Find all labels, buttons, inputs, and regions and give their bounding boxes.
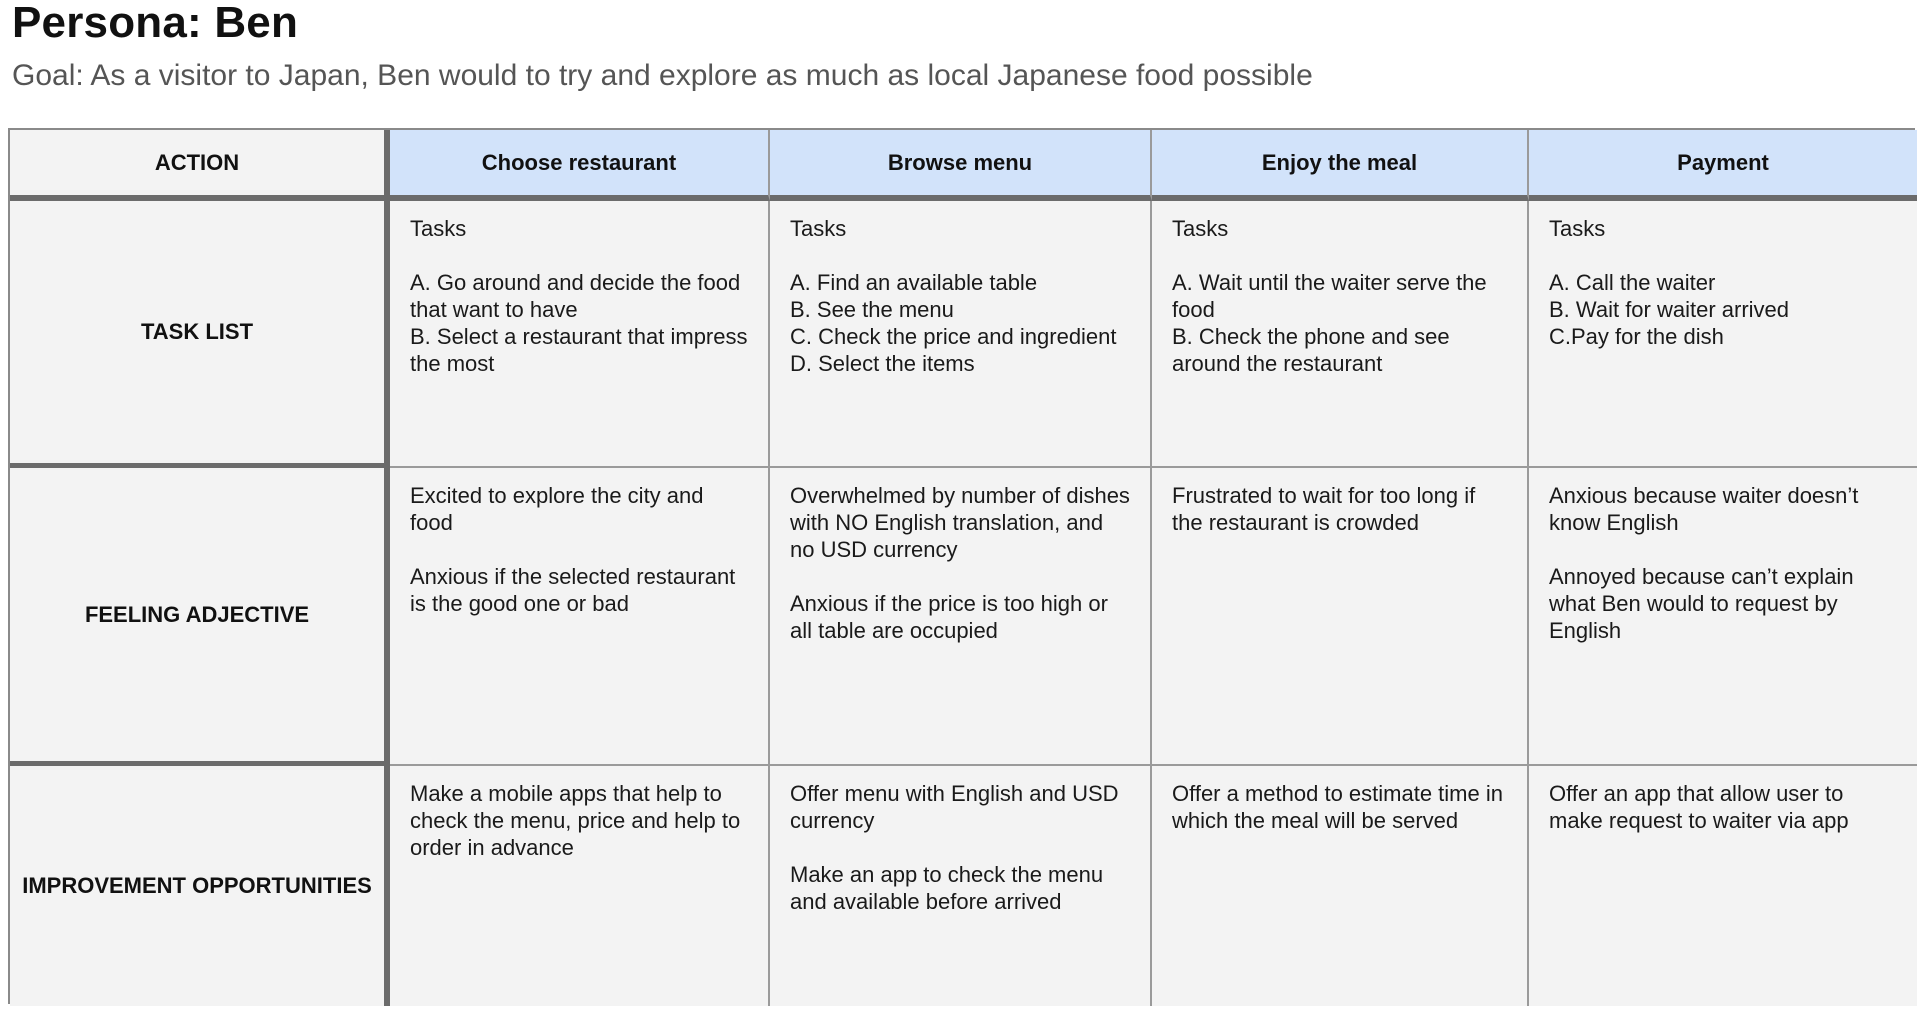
row-label-text: IMPROVEMENT OPPORTUNITIES bbox=[22, 873, 372, 898]
feeling-text: Overwhelmed by number of dishes with NO English translation, and no USD currency bbox=[790, 483, 1130, 562]
improvement-text: Offer an app that allow user to make request to waiter via app bbox=[1549, 781, 1849, 833]
task-item: A. Call the waiter bbox=[1549, 270, 1716, 295]
tasks-heading: Tasks bbox=[790, 216, 847, 241]
stage-header-payment bbox=[1529, 130, 1917, 201]
improvement-cell-enjoy-meal bbox=[1152, 766, 1529, 1006]
task-list-cell-choose-restaurant bbox=[390, 201, 770, 468]
tasks-heading: Tasks bbox=[1549, 216, 1606, 241]
feeling-text: Frustrated to wait for too long if the restaurant is crowded bbox=[1172, 483, 1476, 535]
feeling-cell-choose-restaurant bbox=[390, 468, 770, 766]
tasks-heading: Tasks bbox=[1172, 216, 1229, 241]
feeling-text: Excited to explore the city and food bbox=[410, 483, 704, 535]
task-item: C. Check the price and ingredient bbox=[790, 324, 1117, 349]
action-header-label: ACTION bbox=[154, 149, 240, 175]
feeling-cell-enjoy-meal bbox=[1152, 468, 1529, 766]
task-item: B. See the menu bbox=[790, 297, 954, 322]
task-item: A. Find an available table bbox=[790, 270, 1038, 295]
stage-header-choose-restaurant bbox=[390, 130, 770, 201]
journey-map-table bbox=[8, 128, 1915, 1004]
task-list-cell-payment bbox=[1529, 201, 1917, 468]
stage-label: Browse menu bbox=[887, 149, 1033, 175]
stage-header-browse-menu bbox=[770, 130, 1152, 201]
improvement-cell-browse-menu bbox=[770, 766, 1152, 1006]
task-item: B. Select a restaurant that impress the most bbox=[410, 324, 748, 376]
improvement-cell-payment bbox=[1529, 766, 1917, 1006]
improvement-text: Make a mobile apps that help to check the menu, price and help to order in advance bbox=[410, 781, 741, 860]
feeling-text: Annoyed because can’t explain what Ben would to request by English bbox=[1549, 564, 1854, 643]
feeling-cell-payment bbox=[1529, 468, 1917, 766]
row-label-text: FEELING ADJECTIVE bbox=[84, 601, 310, 627]
stage-label: Payment bbox=[1677, 149, 1769, 175]
improvement-text: Offer a method to estimate time in which the meal will be served bbox=[1172, 781, 1503, 833]
feeling-text: Anxious if the price is too high or all table are occupied bbox=[790, 591, 1108, 643]
feeling-cell-browse-menu bbox=[770, 468, 1152, 766]
row-label-task-list bbox=[10, 201, 390, 468]
stage-header-enjoy-meal bbox=[1152, 130, 1529, 201]
feeling-text: Anxious if the selected restaurant is the good one or bad bbox=[410, 564, 736, 616]
row-label-feeling-adjective bbox=[10, 468, 390, 766]
task-item: A. Go around and decide the food that want to have bbox=[410, 270, 741, 322]
action-header-cell bbox=[10, 130, 390, 201]
row-label-text: TASK LIST bbox=[140, 319, 254, 344]
task-item: B. Wait for waiter arrived bbox=[1549, 297, 1790, 322]
row-label-improvement-opportunities bbox=[10, 766, 390, 1006]
persona-goal: Goal: As a visitor to Japan, Ben would to try and explore as much as local Japanese food possible bbox=[12, 59, 1313, 92]
task-item: C.Pay for the dish bbox=[1549, 324, 1724, 349]
improvement-text: Make an app to check the menu and available before arrived bbox=[790, 862, 1104, 914]
task-list-cell-enjoy-meal bbox=[1152, 201, 1529, 468]
page-title: Persona: Ben bbox=[12, 0, 299, 47]
improvement-text: Offer menu with English and USD currency bbox=[790, 781, 1119, 833]
stage-label: Enjoy the meal bbox=[1261, 149, 1418, 175]
tasks-heading: Tasks bbox=[410, 216, 467, 241]
task-list-cell-browse-menu bbox=[770, 201, 1152, 468]
improvement-cell-choose-restaurant bbox=[390, 766, 770, 1006]
task-item: D. Select the items bbox=[790, 351, 975, 376]
task-item: A. Wait until the waiter serve the food bbox=[1172, 270, 1487, 322]
feeling-text: Anxious because waiter doesn’t know English bbox=[1549, 483, 1859, 535]
stage-label: Choose restaurant bbox=[481, 149, 677, 175]
task-item: B. Check the phone and see around the restaurant bbox=[1172, 324, 1450, 376]
